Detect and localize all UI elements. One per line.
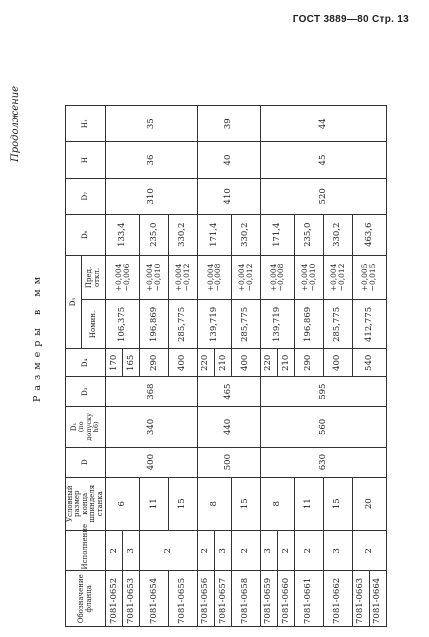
cell-D4: 170 [106,349,123,377]
row-execution: 2 [295,530,324,571]
continuation-label: Продолжение [10,85,21,162]
cell-D6: 330,2 [323,214,352,255]
col-D3: D₃ [66,377,106,407]
cell-D5-nominal: 412,775 [352,300,386,349]
cell-D1: 560 [260,407,386,448]
cell-D4: 400 [323,349,352,377]
cell-D5-tolerance: +0,004 −0,012 [323,255,352,300]
cell-D5-tolerance: +0,004 −0,006 [106,255,140,300]
row-execution: 3 [214,530,231,571]
row-execution: 2 [232,530,261,571]
cell-D5-tolerance: +0,004 −0,008 [260,255,294,300]
cell-D3: 368 [106,377,198,407]
cell-D5-nominal: 285,775 [323,300,352,349]
col-nominal: Номин. [82,300,106,349]
col-spindle: Условный размер конца шпинделя станка [66,477,106,530]
table-title: Размеры в мм [32,271,43,403]
cell-D7: 310 [106,178,198,214]
cell-H1: 35 [106,106,198,142]
row-designation: 7081-0659 [260,571,277,627]
col-D4: D₄ [66,349,106,377]
cell-D7: 410 [197,178,260,214]
row-execution: 3 [260,530,277,571]
dimensions-table [65,105,387,627]
cell-spindle: 8 [197,477,231,530]
cell-D5-tolerance: +0,005 −0,015 [352,255,386,300]
cell-D5-nominal: 196,869 [140,300,169,349]
cell-D5-nominal: 196,869 [295,300,324,349]
cell-D6: 330,2 [232,214,261,255]
cell-H1: 44 [260,106,386,142]
row-designation: 7081-0664 [369,571,386,627]
cell-D4: 165 [123,349,140,377]
cell-D5-tolerance: +0,004 −0,012 [232,255,261,300]
cell-spindle: 8 [260,477,294,530]
cell-D5-tolerance: +0,004 −0,010 [140,255,169,300]
rotated-page [0,37,429,637]
row-designation: 7081-0657 [214,571,231,627]
cell-D: 630 [260,447,386,477]
cell-D1: 340 [106,407,198,448]
cell-D: 400 [106,447,198,477]
row-designation: 7081-0655 [169,571,198,627]
cell-D6: 235,0 [295,214,324,255]
row-execution: 2 [197,530,214,571]
cell-D6: 235,0 [140,214,169,255]
row-execution: 3 [123,530,140,571]
cell-spindle: 15 [232,477,261,530]
row-designation: 7081-0658 [232,571,261,627]
cell-D5-nominal: 285,775 [232,300,261,349]
cell-D4: 540 [352,349,386,377]
row-designation: 7081-0660 [277,571,294,627]
cell-D4: 290 [295,349,324,377]
cell-D6: 171,4 [197,214,231,255]
row-execution: 3 [323,530,352,571]
cell-D4: 210 [214,349,231,377]
cell-D6: 133,4 [106,214,140,255]
col-designation: Обозначение фланца [66,571,106,627]
cell-D: 500 [197,447,260,477]
cell-D5-nominal: 106,375 [106,300,140,349]
col-tolerance: Пред. откл. [82,255,106,300]
cell-spindle: 20 [352,477,386,530]
col-D1: D₁ (по допуску h6) [66,407,106,448]
cell-D5-tolerance: +0,004 −0,010 [295,255,324,300]
cell-D6: 463,6 [352,214,386,255]
col-H: H [66,142,106,178]
row-designation: 7081-0662 [323,571,352,627]
cell-D4: 290 [140,349,169,377]
cell-H: 36 [106,142,198,178]
col-D: D [66,447,106,477]
cell-D5-nominal: 139,719 [197,300,231,349]
cell-spindle: 15 [169,477,198,530]
cell-D3: 465 [197,377,260,407]
cell-spindle: 6 [106,477,140,530]
cell-D5-nominal: 139,719 [260,300,294,349]
col-D5: D₅ [66,255,82,349]
row-execution: 2 [106,530,123,571]
cell-D6: 171,4 [260,214,294,255]
cell-D3: 595 [260,377,386,407]
cell-H1: 39 [197,106,260,142]
cell-D4: 400 [232,349,261,377]
row-execution: 2 [352,530,386,571]
row-designation: 7081-0653 [123,571,140,627]
cell-H: 45 [260,142,386,178]
row-designation: 7081-0654 [140,571,169,627]
cell-D4: 220 [260,349,277,377]
row-execution: 2 [140,530,198,571]
cell-spindle: 11 [140,477,169,530]
cell-D6: 330,2 [169,214,198,255]
col-D7: D₇ [66,178,106,214]
cell-D4: 220 [197,349,214,377]
row-designation: 7081-0652 [106,571,123,627]
cell-D5-tolerance: +0,004 −0,008 [197,255,231,300]
row-designation: 7081-0663 [352,571,369,627]
row-execution: 2 [277,530,294,571]
cell-H: 40 [197,142,260,178]
cell-D1: 440 [197,407,260,448]
cell-D5-nominal: 285,775 [169,300,198,349]
cell-D7: 520 [260,178,386,214]
col-D6: D₆ [66,214,106,255]
row-designation: 7081-0656 [197,571,214,627]
cell-D5-tolerance: +0,004 −0,012 [169,255,198,300]
cell-D4: 210 [277,349,294,377]
page-header: ГОСТ 3889—80 Стр. 13 [292,14,409,25]
col-execution: Исполнение [66,530,106,571]
cell-spindle: 11 [295,477,324,530]
cell-D4: 400 [169,349,198,377]
col-H1: H₁ [66,106,106,142]
row-designation: 7081-0661 [295,571,324,627]
cell-spindle: 15 [323,477,352,530]
